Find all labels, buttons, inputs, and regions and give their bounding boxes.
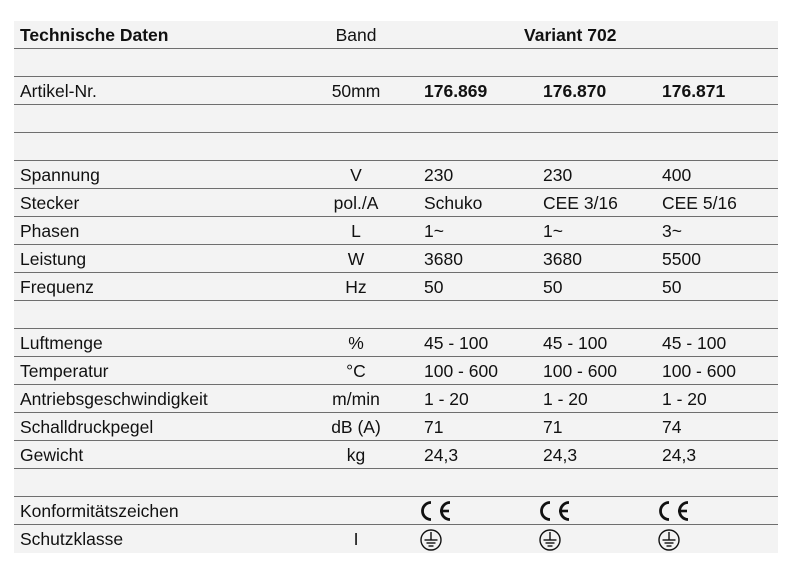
row-value: 71 [543,417,563,437]
conformity-row [14,497,778,525]
article-number: 176.870 [543,81,607,101]
protective-earth-icon [419,528,443,552]
row-label: Phasen [20,221,80,241]
row-value: 3~ [662,221,682,241]
table-row [14,217,778,245]
table-row [14,161,778,189]
row-value: CEE 3/16 [543,193,618,213]
row-label: Luftmenge [20,333,103,353]
spacer-row [14,105,778,133]
row-value: CEE 5/16 [662,193,737,213]
row-label: Gewicht [20,445,84,465]
row-unit: W [347,249,365,269]
variant-title: Variant 702 [524,25,617,45]
row-label: Temperatur [20,361,109,381]
row-value: 1 - 20 [543,389,588,409]
row-label: Schutzklasse [20,529,124,549]
article-number: 176.871 [662,81,726,101]
table-row [14,273,778,301]
row-value: 74 [662,417,682,437]
header-label: Technische Daten [20,25,169,45]
ce-mark-icon [537,500,573,522]
row-unit: % [348,333,364,353]
row-value: 24,3 [424,445,459,465]
row-label: Schalldruckpegel [20,417,154,437]
row-value: 45 - 100 [662,333,727,353]
table-row [14,385,778,413]
table-row [14,245,778,273]
row-unit: I [353,529,359,549]
article-label: Artikel-Nr. [20,81,97,101]
protective-earth-icon [538,528,562,552]
row-unit: °C [346,361,366,381]
row-value: 100 - 600 [543,361,617,381]
row-value: 71 [424,417,444,437]
row-value: 400 [662,165,692,185]
row-value: 3680 [424,249,463,269]
row-unit: dB (A) [331,417,381,437]
row-value: Schuko [424,193,483,213]
table-row [14,189,778,217]
row-value: 100 - 600 [662,361,736,381]
technical-data-table [14,21,778,553]
row-value: 24,3 [662,445,697,465]
row-value: 1 - 20 [424,389,469,409]
article-unit: 50mm [331,81,381,101]
table-header-row [14,21,778,49]
protection-row [14,525,778,553]
article-number: 176.869 [424,81,488,101]
row-value: 50 [424,277,444,297]
table-row [14,357,778,385]
row-value: 5500 [662,249,701,269]
row-value: 1 - 20 [662,389,707,409]
ce-mark-icon [656,500,692,522]
table-row [14,329,778,357]
ce-mark-icon [418,500,454,522]
article-row [14,77,778,105]
row-label: Spannung [20,165,100,185]
row-unit: m/min [332,389,380,409]
header-unit: Band [335,25,377,45]
spacer-row [14,301,778,329]
row-value: 230 [424,165,454,185]
row-value: 50 [543,277,563,297]
spacer-row [14,469,778,497]
row-unit: V [350,165,362,185]
row-label: Stecker [20,193,80,213]
row-unit: kg [346,445,366,465]
table-row [14,413,778,441]
row-unit: L [351,221,361,241]
spacer-row [14,133,778,161]
row-value: 1~ [424,221,444,241]
spacer-row [14,49,778,77]
row-label: Konformitätszeichen [20,501,179,521]
row-value: 24,3 [543,445,578,465]
row-value: 3680 [543,249,582,269]
row-value: 100 - 600 [424,361,498,381]
row-value: 230 [543,165,573,185]
row-unit: pol./A [333,193,379,213]
row-value: 45 - 100 [424,333,489,353]
table-row [14,441,778,469]
row-value: 50 [662,277,682,297]
row-label: Frequenz [20,277,94,297]
row-label: Antriebsgeschwindigkeit [20,389,208,409]
protective-earth-icon [657,528,681,552]
row-value: 45 - 100 [543,333,608,353]
row-unit: Hz [345,277,367,297]
row-value: 1~ [543,221,563,241]
row-label: Leistung [20,249,87,269]
